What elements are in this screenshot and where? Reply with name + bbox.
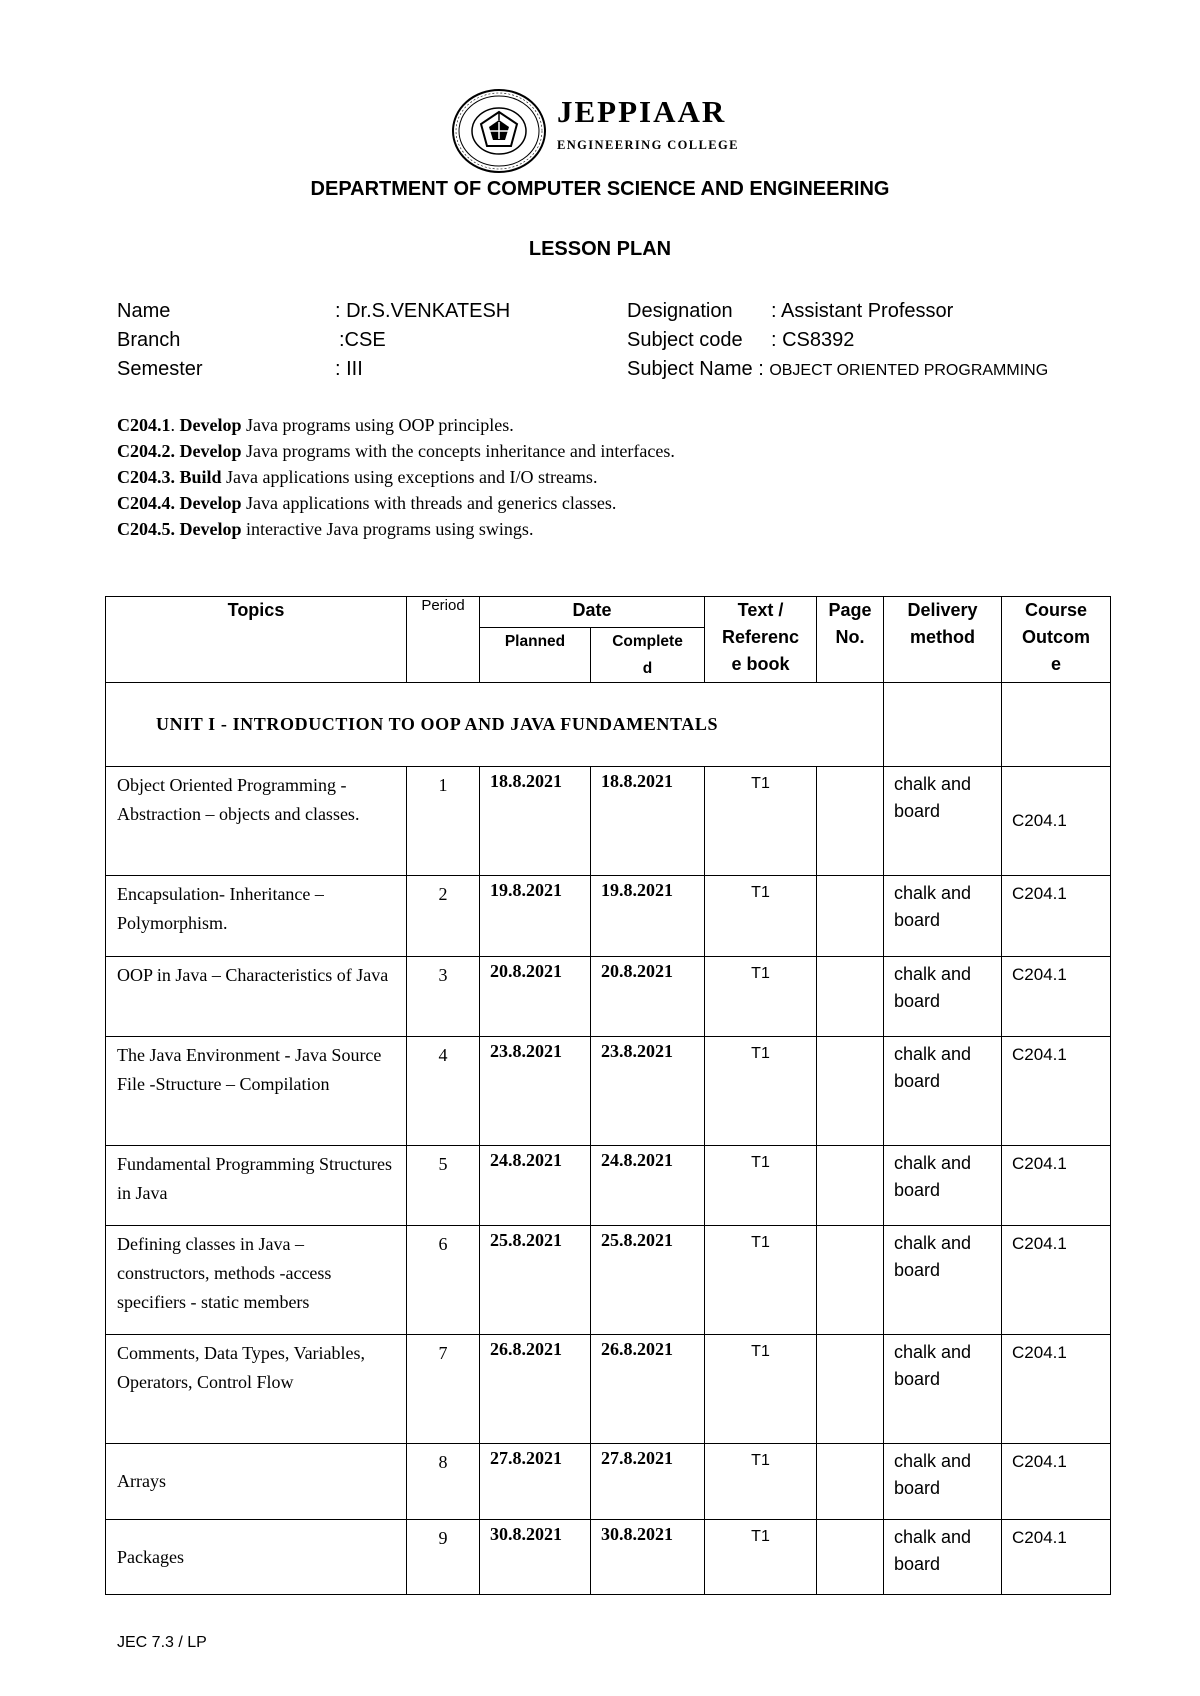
- period-cell: 6: [407, 1226, 480, 1335]
- period-cell: 3: [407, 957, 480, 1037]
- header-date: Date: [480, 597, 705, 628]
- header-text-reference-line: e book: [731, 654, 790, 674]
- header-delivery-method: [884, 597, 1002, 683]
- branch-label: Branch: [117, 329, 181, 351]
- reference-cell: T1: [705, 876, 817, 957]
- outcome-item: [117, 438, 675, 464]
- table-row: [106, 1444, 1111, 1520]
- header-course-line: Course: [1025, 600, 1088, 620]
- header-delivery-line: Delivery: [907, 600, 978, 620]
- completed-date-cell: 26.8.2021: [591, 1335, 705, 1444]
- outcome-item: [117, 464, 675, 490]
- planned-date-cell: 27.8.2021: [480, 1444, 591, 1520]
- topic-cell: The Java Environment - Java Source File -Structure – Compilation: [106, 1037, 407, 1146]
- college-seal-icon: [449, 86, 549, 176]
- course-outcome-cell: C204.1: [1002, 1520, 1111, 1595]
- table-row: [106, 876, 1111, 957]
- period-cell: 4: [407, 1037, 480, 1146]
- planned-date-cell: 26.8.2021: [480, 1335, 591, 1444]
- outcome-verb: Develop: [179, 441, 242, 461]
- outcome-text: Java programs using OOP principles.: [241, 415, 514, 435]
- designation-row: [627, 297, 1048, 326]
- delivery-method-cell: chalk and board: [884, 1037, 1002, 1146]
- header-course-line: e: [1051, 654, 1062, 674]
- delivery-method-cell: chalk and board: [884, 1520, 1002, 1595]
- name-label: Name: [117, 300, 171, 322]
- outcome-verb: Develop: [179, 519, 242, 539]
- page-cell: [817, 1444, 884, 1520]
- reference-cell: T1: [705, 1226, 817, 1335]
- header-completed-line: Complete: [612, 633, 683, 650]
- header-text-reference-line: Text /: [737, 600, 784, 620]
- header-completed: [591, 628, 705, 683]
- delivery-method-cell: chalk and board: [884, 1146, 1002, 1226]
- reference-cell: T1: [705, 1037, 817, 1146]
- unit-outcome-cell: [1002, 683, 1111, 767]
- topic-cell: Encapsulation- Inheritance – Polymorphism.: [106, 876, 407, 957]
- outcome-text: Java applications using exceptions and I/O streams.: [221, 467, 598, 487]
- designation-value: : Assistant Professor: [771, 300, 954, 322]
- delivery-method-cell: chalk and board: [884, 957, 1002, 1037]
- period-cell: 9: [407, 1520, 480, 1595]
- designation-label: Designation: [627, 300, 733, 322]
- subject-code-value: : CS8392: [771, 329, 855, 351]
- outcome-verb: Develop: [179, 493, 242, 513]
- period-cell: 1: [407, 767, 480, 876]
- name-value: : Dr.S.VENKATESH: [335, 300, 511, 322]
- page-cell: [817, 1146, 884, 1226]
- completed-date-cell: 20.8.2021: [591, 957, 705, 1037]
- lesson-plan-table: [105, 596, 1111, 1595]
- course-outcome-cell: C204.1: [1002, 1037, 1111, 1146]
- topic-cell: Defining classes in Java – constructors, methods -access specifiers - static members: [106, 1226, 407, 1335]
- page-title: LESSON PLAN: [528, 238, 672, 260]
- course-outcome-cell: C204.1: [1002, 1444, 1111, 1520]
- outcome-code: C204.2.: [117, 441, 180, 461]
- topic-cell: Fundamental Programming Structures in Java: [106, 1146, 407, 1226]
- header-course-outcome: [1002, 597, 1111, 683]
- course-outcome-cell: C204.1: [1002, 1226, 1111, 1335]
- topic-cell: Packages: [106, 1520, 407, 1595]
- topic-cell: Object Oriented Programming - Abstraction – objects and classes.: [106, 767, 407, 876]
- planned-date-cell: 30.8.2021: [480, 1520, 591, 1595]
- page-cell: [817, 1335, 884, 1444]
- college-name: JEPPIAAR: [557, 94, 727, 129]
- semester-value: : III: [335, 358, 363, 380]
- branch-row: [117, 326, 510, 355]
- unit-row: [106, 683, 1111, 767]
- faculty-info: [117, 297, 510, 384]
- table-row: [106, 957, 1111, 1037]
- department-heading: DEPARTMENT OF COMPUTER SCIENCE AND ENGINEERING: [310, 178, 890, 200]
- delivery-method-cell: chalk and board: [884, 767, 1002, 876]
- outcome-text: interactive Java programs using swings.: [241, 519, 534, 539]
- completed-date-cell: 30.8.2021: [591, 1520, 705, 1595]
- outcome-code: C204.1: [117, 415, 171, 435]
- subject-name-value: OBJECT ORIENTED PROGRAMMING: [769, 362, 1049, 379]
- outcome-verb: Build: [179, 467, 222, 487]
- college-subtitle: ENGINEERING COLLEGE: [557, 138, 739, 152]
- reference-cell: T1: [705, 1444, 817, 1520]
- reference-cell: T1: [705, 1520, 817, 1595]
- outcome-separator: .: [170, 415, 180, 435]
- outcome-code: C204.5.: [117, 519, 180, 539]
- college-logo: [449, 86, 769, 176]
- table-row: [106, 1520, 1111, 1595]
- header-completed-line: d: [642, 660, 653, 677]
- semester-row: [117, 355, 510, 384]
- planned-date-cell: 20.8.2021: [480, 957, 591, 1037]
- delivery-method-cell: chalk and board: [884, 1335, 1002, 1444]
- course-outcome-cell: C204.1: [1002, 767, 1111, 876]
- delivery-method-cell: chalk and board: [884, 1444, 1002, 1520]
- semester-label: Semester: [117, 358, 203, 380]
- unit-title: UNIT I - INTRODUCTION TO OOP AND JAVA FUNDAMENTALS: [106, 683, 884, 767]
- page-cell: [817, 1226, 884, 1335]
- delivery-method-cell: chalk and board: [884, 1226, 1002, 1335]
- subject-code-label: Subject code: [627, 329, 743, 351]
- subject-name-row: [627, 355, 1048, 385]
- header-delivery-line: method: [910, 627, 976, 647]
- page-cell: [817, 1520, 884, 1595]
- completed-date-cell: 27.8.2021: [591, 1444, 705, 1520]
- topic-cell: Arrays: [106, 1444, 407, 1520]
- page-cell: [817, 767, 884, 876]
- reference-cell: T1: [705, 1335, 817, 1444]
- period-cell: 2: [407, 876, 480, 957]
- table-header: [106, 597, 1111, 683]
- header-text-reference-line: Referenc: [721, 627, 800, 647]
- reference-cell: T1: [705, 1146, 817, 1226]
- topic-cell: Comments, Data Types, Variables, Operators, Control Flow: [106, 1335, 407, 1444]
- course-outcomes-list: [117, 412, 675, 542]
- table-body: [106, 683, 1111, 1595]
- planned-date-cell: 24.8.2021: [480, 1146, 591, 1226]
- period-cell: 8: [407, 1444, 480, 1520]
- table-row: [106, 1335, 1111, 1444]
- outcome-code: C204.4.: [117, 493, 180, 513]
- outcome-text: Java programs with the concepts inheritance and interfaces.: [241, 441, 675, 461]
- unit-method-cell: [884, 683, 1002, 767]
- course-outcome-cell: C204.1: [1002, 876, 1111, 957]
- page-cell: [817, 876, 884, 957]
- reference-cell: T1: [705, 957, 817, 1037]
- outcome-text: Java applications with threads and generics classes.: [241, 493, 617, 513]
- completed-date-cell: 24.8.2021: [591, 1146, 705, 1226]
- course-outcome-cell: C204.1: [1002, 1335, 1111, 1444]
- header-planned: Planned: [480, 628, 591, 683]
- header-course-line: Outcom: [1022, 627, 1091, 647]
- subject-name-label: Subject Name: [627, 358, 753, 380]
- branch-value: :CSE: [339, 329, 386, 351]
- page-cell: [817, 957, 884, 1037]
- subject-code-row: [627, 326, 1048, 355]
- name-row: [117, 297, 510, 326]
- course-outcome-cell: C204.1: [1002, 957, 1111, 1037]
- outcome-verb: Develop: [179, 415, 242, 435]
- planned-date-cell: 19.8.2021: [480, 876, 591, 957]
- completed-date-cell: 19.8.2021: [591, 876, 705, 957]
- planned-date-cell: 23.8.2021: [480, 1037, 591, 1146]
- subject-name-separator: :: [758, 358, 770, 380]
- course-outcome-cell: C204.1: [1002, 1146, 1111, 1226]
- table-row: [106, 767, 1111, 876]
- outcome-item: [117, 490, 675, 516]
- table-row: [106, 1226, 1111, 1335]
- header-period: Period: [407, 597, 480, 683]
- period-cell: 7: [407, 1335, 480, 1444]
- delivery-method-cell: chalk and board: [884, 876, 1002, 957]
- reference-cell: T1: [705, 767, 817, 876]
- document-footer: JEC 7.3 / LP: [117, 1634, 207, 1651]
- planned-date-cell: 18.8.2021: [480, 767, 591, 876]
- header-text-reference: [705, 597, 817, 683]
- header-page-no: [817, 597, 884, 683]
- planned-date-cell: 25.8.2021: [480, 1226, 591, 1335]
- outcome-code: C204.3.: [117, 467, 180, 487]
- table-row: [106, 1146, 1111, 1226]
- subject-info: [627, 297, 1048, 385]
- completed-date-cell: 18.8.2021: [591, 767, 705, 876]
- header-topics: Topics: [106, 597, 407, 683]
- header-page-line: No.: [835, 627, 865, 647]
- topic-cell: OOP in Java – Characteristics of Java: [106, 957, 407, 1037]
- table-row: [106, 1037, 1111, 1146]
- completed-date-cell: 25.8.2021: [591, 1226, 705, 1335]
- completed-date-cell: 23.8.2021: [591, 1037, 705, 1146]
- period-cell: 5: [407, 1146, 480, 1226]
- page-cell: [817, 1037, 884, 1146]
- outcome-item: [117, 516, 675, 542]
- header-page-line: Page: [828, 600, 872, 620]
- outcome-item: [117, 412, 675, 438]
